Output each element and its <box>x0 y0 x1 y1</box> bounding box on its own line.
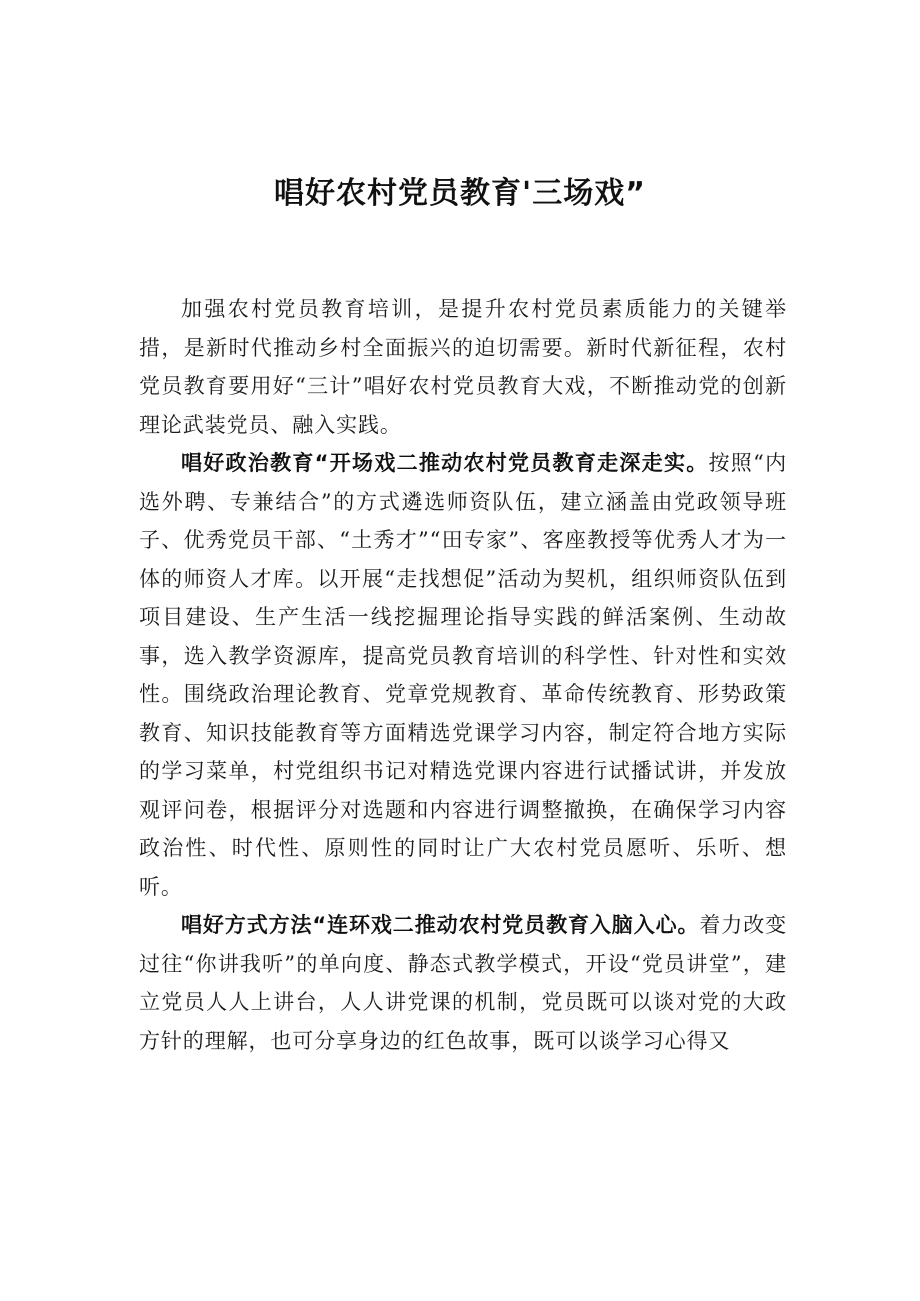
paragraph-lead: 唱好政治教育“开场戏二推动农村党员教育走深走实。 <box>181 451 709 475</box>
paragraph-methods <box>139 906 787 1060</box>
paragraph-text: 按照“内选外聘、专兼结合”的方式遴选师资队伍，建立涵盖由党政领导班子、优秀党员干部、“土秀才”“田专家”、客座教授等优秀人才为一体的师资人才库。以开展“走找想促”活动为契机，组织师资队伍到项目建设、生产生活一线挖掘理论指导实践的鲜活案例、生动故事，选入教学资源库，提高党员教育培训的科学性、针对性和实效性。围绕政治理论教育、党章党规教育、革命传统教育、形势政策教育、知识技能教育等方面精选党课学习内容，制定符合地方实际的学习菜单，村党组织书记对精选党课内容进行试播试讲，并发放观评问卷，根据评分对选题和内容进行调整撤换，在确保学习内容政治性、时代性、原则性的同时让广大农村党员愿听、乐听、想听。 <box>139 451 787 899</box>
paragraph-political-education <box>139 444 787 906</box>
document-body <box>139 290 787 1060</box>
paragraph-intro <box>139 290 787 444</box>
document-title: 唱好农村党员教育'三场戏” <box>274 176 646 211</box>
paragraph-text: 加强农村党员教育培训，是提升农村党员素质能力的关键举措，是新时代推动乡村全面振兴的迫切需要。新时代新征程，农村党员教育要用好“三计”唱好农村党员教育大戏，不断推动党的创新理论武装党员、融入实践。 <box>139 297 787 437</box>
paragraph-text: 着力改变过往“你讲我听”的单向度、静态式教学模式，开设“党员讲堂”，建立党员人人上讲台，人人讲党课的机制，党员既可以谈对党的大政方针的理解，也可分享身边的红色故事，既可以谈学习心得又 <box>139 913 788 1053</box>
paragraph-lead: 唱好方式方法“连环戏二推动农村党员教育入脑入心。 <box>181 913 700 937</box>
